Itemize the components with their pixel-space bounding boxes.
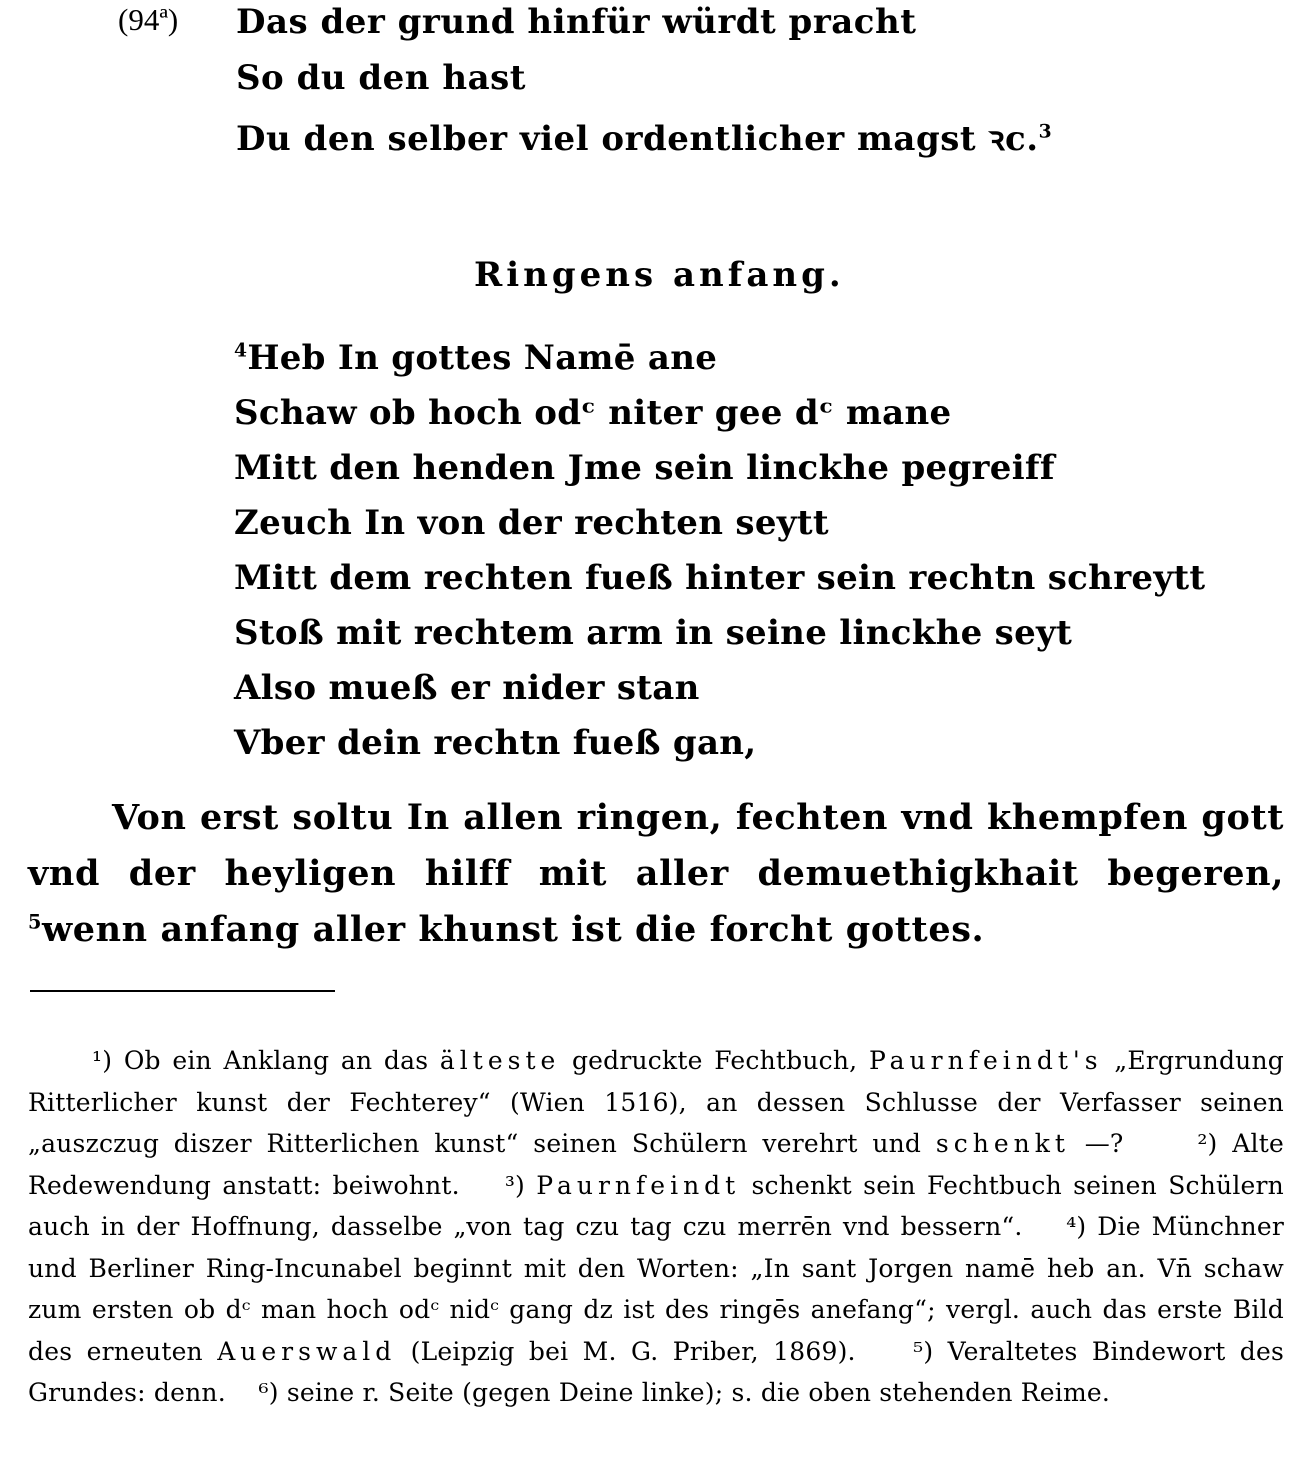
footnote-4-mark: ⁴) <box>1066 1212 1087 1241</box>
footnote-divider <box>30 990 335 992</box>
footnote-1-text-e: „Ergrundung Ritterlicher kunst der Fechterey“ (Wien 1516), an dessen Schlusse der Verfasser seinen „auszczug diszer Ritterlichen kunst“ seinen Schülern verehrt und <box>28 1046 1284 1158</box>
paragraph-text-after: wenn anfang aller khunst ist die forcht gottes. <box>42 909 985 950</box>
paragraph-text-before: Von erst soltu In allen ringen, fechten vnd khempfen gott vnd der heyligen hilff mit aller demuethigkhait begeren, <box>28 797 1284 894</box>
footnote-3-author: Paurnfeindt <box>536 1170 741 1200</box>
footnote-1-mark: ¹) <box>92 1046 113 1075</box>
footnote-1-author: Paurnfeindt's <box>868 1046 1103 1075</box>
footnote-ref-4: 4 <box>234 339 248 362</box>
footnote-2-mark: ²) <box>1197 1129 1218 1158</box>
footnote-3-text: schenkt sein Fechtbuch seinen Schülern auch in der Hoffnung, dasselbe „von tag czu tag czu merrēn vnd bessern“. <box>28 1170 1284 1241</box>
footnote-4-text-a: Die Münchner und Berliner Ring-Incunabel beginnt mit den Worten: „In sant Jorgen namē heb an. Vn̄ schaw zum ersten ob dᶜ man hoch odᶜ nidᶜ gang dz ist des ringēs anefang“; vergl. auch das erste Bild des erneuten <box>28 1212 1284 1366</box>
verse-line-3 <box>236 114 1052 160</box>
poem-line-2: Schaw ob hoch odᶜ niter gee dᶜ mane <box>234 393 952 433</box>
footnote-4-author: Auerswald <box>217 1336 397 1366</box>
footnote-5-text: Veraltetes Bindewort des Grundes: denn. <box>28 1336 1285 1407</box>
footnote-ref-5: 5 <box>28 910 42 934</box>
verse-line-2: So du den hast <box>236 58 526 98</box>
footnote-1-text-g: —? <box>1084 1129 1124 1158</box>
poem-line-3: Mitt den henden Jme sein linckhe pegreiff <box>234 448 1055 488</box>
section-heading: Ringens anfang. <box>474 255 845 295</box>
footnote-6-text: seine r. Seite (gegen Deine linke); s. die oben stehenden Reime. <box>286 1378 1111 1407</box>
verse-number: (94ª) <box>118 2 179 37</box>
verse-line-1: Das der grund hinfür würdt pracht <box>236 2 917 42</box>
poem-line-7: Also mueß er nider stan <box>234 668 700 708</box>
footnote-3-mark: ³) <box>504 1170 525 1200</box>
footnote-5-mark: ⁵) <box>913 1336 934 1366</box>
body-paragraph <box>28 790 1284 958</box>
poem-line-8: Vber dein rechtn fueß gan, <box>234 723 757 763</box>
footnote-1-spaced-verb: schenkt <box>935 1129 1070 1158</box>
poem-line-5: Mitt dem rechten fueß hinter sein rechtn schreytt <box>234 558 1206 598</box>
footnote-1-spaced-word: älteste <box>439 1046 561 1075</box>
footnote-1-text-c: gedruckte Fechtbuch, <box>571 1046 858 1075</box>
footnote-1-text-a: Ob ein Anklang an das <box>123 1046 429 1075</box>
poem-line-1 <box>234 338 717 378</box>
footnotes-block <box>28 1040 1284 1414</box>
footnote-4-text-c: (Leipzig bei M. G. Priber, 1869). <box>410 1336 856 1366</box>
verse-line-3-text: Du den selber viel ordentlicher magst ꝛc. <box>236 119 1039 159</box>
footnote-6-mark: ⁶) <box>258 1378 279 1407</box>
poem-line-6: Stoß mit rechtem arm in seine linckhe seyt <box>234 613 1073 653</box>
poem-line-1-text: Heb In gottes Namē ane <box>247 338 718 378</box>
poem-line-4: Zeuch In von der rechten seytt <box>234 503 829 543</box>
footnote-ref-3: 3 <box>1038 120 1053 143</box>
footnote-2-text: Alte Redewendung anstatt: beiwohnt. <box>28 1129 1284 1200</box>
